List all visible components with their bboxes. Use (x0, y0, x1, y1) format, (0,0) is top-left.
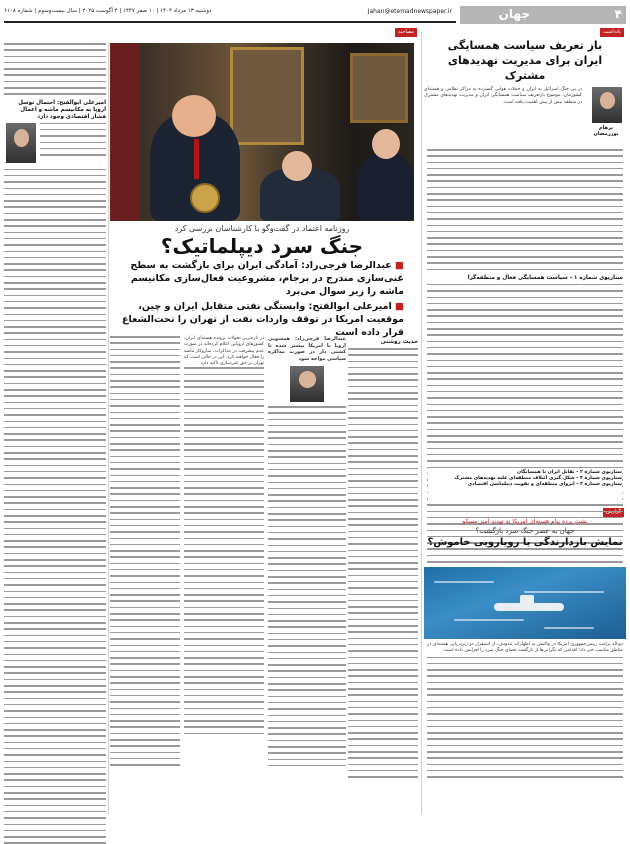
left-column (4, 43, 106, 814)
main-paragraph: در تازه‌ترین تحولات پرونده هسته‌ای ایران، کشورهای اروپایی اعلام کرده‌اند در صورت عدم پیشرفت در مذاکرات، سازوکار ماشه را فعال خواهند کرد. این در حالی است که تهران بر حق غنی‌سازی تاکید دارد. (184, 336, 264, 367)
page-header (4, 6, 626, 24)
header-rule (4, 21, 456, 23)
seated-face (282, 151, 312, 181)
section-title: جهان (498, 7, 530, 21)
author-photo (592, 87, 622, 123)
opinion-subhead: سناریوی شماره ۱ - سیاست همسایگی فعال و منطقه‌گرا (467, 274, 623, 281)
interview-column-right (348, 336, 418, 814)
tag-note: یادداشت (600, 28, 624, 37)
submarine-photo (424, 567, 626, 639)
submarine-hull (494, 603, 564, 611)
report-overline: پشت پرده پیام هسته‌ای امریکا به تهدید آمیز مسکو (462, 518, 588, 525)
issue-info: دوشنبه ۱۳ مرداد ۱۴۰۴ | ۱۰ صفر ۱۴۴۷ | ۴ آگوست ۲۰۲۵ | سال بیست‌و‌سوم | شماره ۶۱۰۸ (4, 8, 212, 14)
section-email[interactable]: Jahan@etemadnewspaper.ir (367, 8, 452, 15)
report-headline-1: جهان به عصر جنگ سرد بازگشت؟ (475, 527, 575, 535)
interviewee-photo (290, 366, 324, 402)
standing-face (372, 129, 400, 159)
scenario-subhead: سناریوی شماره ۳ - شکل گیری ائتلاف منطقه‌ای علیه تهدیدهای مشترک (454, 476, 622, 481)
report-header (424, 518, 626, 566)
author-name: پرهام پوررمضان (593, 125, 619, 137)
main-column-mid-right (268, 336, 346, 814)
main-headline[interactable]: جنگ سرد دیپلماتیک؟ (160, 234, 364, 258)
main-bullet: ■ عبدالرضا فرجی‌راد: آمادگی ایران برای بازگشت به سطح غنی‌سازی مندرج در برجام، مشروعیت فعال‌سازی مکانیسم ماشه را زیر سوال می‌برد (130, 260, 404, 297)
column-divider (421, 32, 422, 814)
interview-subhead: حدیث روشنی (380, 339, 418, 345)
main-bullets (110, 259, 414, 339)
analyst-photo (6, 123, 36, 163)
interview-scenarios (428, 470, 622, 504)
page-number: ۴ (614, 7, 622, 21)
main-column-left (110, 336, 180, 814)
portrait-painting (230, 47, 304, 145)
scenario-subhead: سناریوی شماره ۴ - انزوای منطقه‌ای و تقویت دیپلماسی اقتصادی (467, 482, 622, 487)
opinion-headline[interactable]: باز تعریف سیاست همسایگی ایران برای مدیریت تهدیدهای مشترک (447, 39, 603, 82)
presidential-seal (190, 183, 220, 213)
left-subhead: امیرعلی ابوالفتح: احتمال توسل اروپا به مکانیسم ماشه و اعمال فشار اقتصادی وجود دارد (18, 99, 106, 120)
scenario-subhead: سناریوی شماره ۲ - تقابل ایران با همسایگان (516, 470, 622, 475)
column-divider (108, 43, 109, 814)
main-column-mid-left (184, 336, 264, 814)
report-paragraph: دونالد ترامپ رییس‌جمهوری امریکا در واکنش به اظهارات مدودف، از استقرار دو زیردریایی هسته‌ای در مناطق مناسب خبر داد؛ اقدامی که نگرانی‌ها از بازگشت فضای جنگ سرد را افزایش داده است. (427, 642, 623, 654)
main-story-header (110, 224, 414, 338)
tag-interview: مصاحبه (395, 28, 417, 37)
curtain (110, 43, 140, 221)
main-overline: روزنامه اعتماد در گفت‌وگو با کارشناسان بررسی کرد (174, 224, 350, 233)
opinion-lead-block (424, 87, 626, 149)
speaker-tie (194, 139, 199, 179)
main-bullet: ■ امیرعلی ابوالفتح: وابستگی نفتی متقابل ایران و چین، موقعیت امریکا در توقف واردات نفت از تهران را تحت‌الشعاع قرار داده است (122, 301, 404, 338)
main-photo (110, 43, 414, 221)
submarine-sail (520, 595, 534, 604)
report-headline-2[interactable]: نمایش بازدارندگی یا رویارویی خاموش؟ (427, 537, 623, 548)
opinion-column (424, 38, 626, 506)
speaker-face (172, 95, 216, 137)
box-title: عبدالرضا فرجی‌راد: همسویی اروپا با امریکا بیشتر شده تا کشتی دار در صورت مذاکره سیاسی مواجه شود (268, 336, 346, 362)
portrait-painting (350, 53, 408, 123)
left-author-block (4, 123, 106, 169)
section-banner (460, 6, 626, 24)
standing-figure (358, 153, 414, 221)
opinion-lead: در پی جنگ اسرائیل به ایران و حملات هوایی گسترده به مراکز نظامی و هسته‌ای کشورمان، موضوع بازتعریف سیاست همسایگی ایران و مدیریت تهدیدهای مشترک در منطقه بیش از پیش اهمیت یافته است. (424, 87, 582, 105)
report-body (424, 642, 626, 814)
